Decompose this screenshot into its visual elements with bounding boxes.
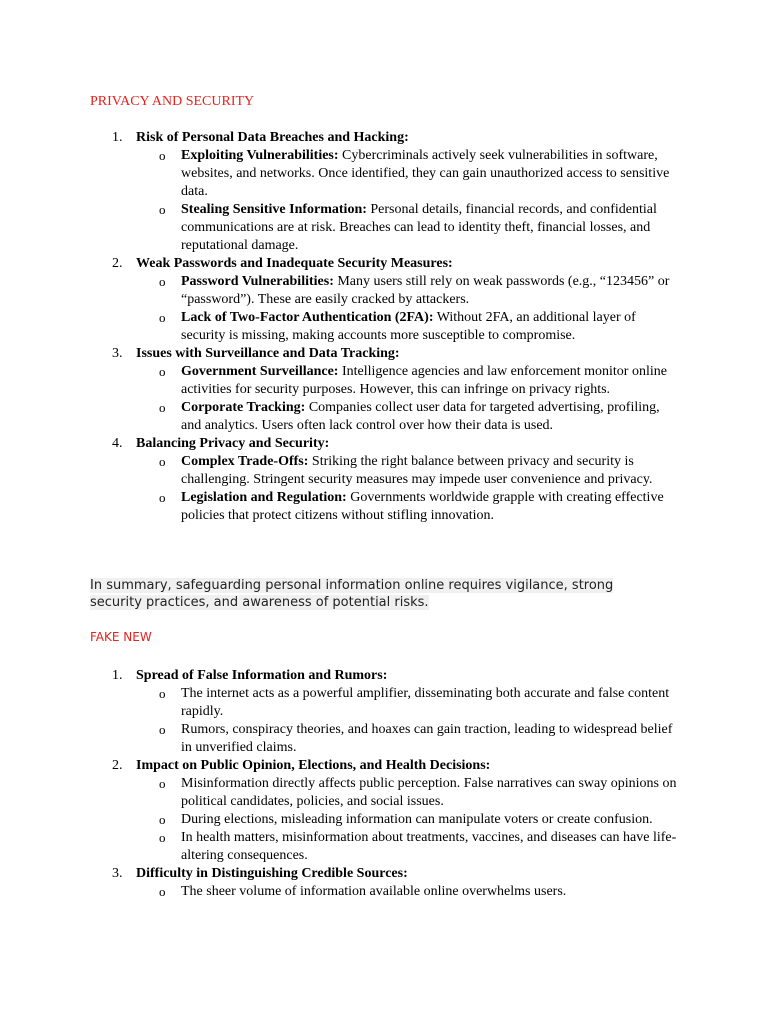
sub-bullet-text (181, 399, 681, 435)
bullet-icon: o (159, 454, 166, 469)
bullet-icon: o (159, 722, 166, 737)
bullet-icon: o (159, 490, 166, 505)
sub-bullet-lead: Stealing Sensitive Information: (181, 202, 367, 217)
sub-bullet-item (0, 721, 768, 757)
sub-bullet-item (0, 685, 768, 721)
sub-bullet-item (0, 363, 768, 399)
list-item-title: Difficulty in Distinguishing Credible Sources: (136, 866, 408, 881)
sub-bullet-text (181, 721, 681, 757)
list-number: 1. (112, 130, 123, 145)
sub-bullet-text (181, 685, 681, 721)
sub-bullet-item (0, 309, 768, 345)
bullet-icon: o (159, 202, 166, 217)
summary-text: In summary, safeguarding personal information online requires vigilance, strong security practices, and awareness of potential risks. (90, 578, 614, 610)
sub-bullet-text (181, 273, 681, 309)
sub-bullet-text (181, 453, 681, 489)
list-number: 2. (112, 256, 123, 271)
bullet-icon: o (159, 400, 166, 415)
sub-bullet-body: In health matters, misinformation about treatments, vaccines, and diseases can have life-altering consequences. (181, 830, 677, 863)
sub-bullet-item (0, 201, 768, 255)
bullet-icon: o (159, 274, 166, 289)
privacy-list (0, 129, 768, 525)
bullet-icon: o (159, 830, 166, 845)
sub-bullet-lead: Lack of Two-Factor Authentication (2FA): (181, 310, 434, 325)
list-item (0, 345, 768, 435)
section-heading-fake-news: FAKE NEW (90, 630, 152, 644)
sub-bullet-body: Without 2FA, an additional layer of security is missing, making accounts more susceptible to compromise. (181, 310, 636, 343)
list-number: 4. (112, 436, 123, 451)
sub-bullet-item (0, 811, 768, 829)
list-number: 3. (112, 346, 123, 361)
bullet-icon: o (159, 776, 166, 791)
sub-bullet-item (0, 453, 768, 489)
list-item-title: Issues with Surveillance and Data Tracking: (136, 346, 400, 361)
sub-bullet-item (0, 147, 768, 201)
sub-bullet-body: Cybercriminals actively seek vulnerabilities in software, websites, and networks. Once identified, they can gain unauthorized access to sensitive data. (181, 148, 670, 199)
list-item (0, 435, 768, 525)
sub-bullet-text (181, 883, 681, 901)
sub-bullet-body: Companies collect user data for targeted advertising, profiling, and analytics. Users often lack control over how their data is used. (181, 400, 660, 433)
bullet-icon: o (159, 686, 166, 701)
list-item (0, 129, 768, 255)
list-item-title: Balancing Privacy and Security: (136, 436, 330, 451)
sub-bullet-lead: Password Vulnerabilities: (181, 274, 334, 289)
list-item (0, 255, 768, 345)
sub-bullet-item (0, 883, 768, 901)
bullet-icon: o (159, 884, 166, 899)
list-number: 2. (112, 758, 123, 773)
sub-bullet-item (0, 273, 768, 309)
sub-bullet-text (181, 309, 681, 345)
sub-bullet-body: The internet acts as a powerful amplifier, disseminating both accurate and false content rapidly. (181, 686, 670, 719)
list-item (0, 667, 768, 757)
fake-news-list (0, 667, 768, 901)
sub-bullet-body: Striking the right balance between privacy and security is challenging. Stringent security measures may impede user convenience and privacy. (181, 454, 653, 487)
sub-bullet-body: The sheer volume of information available online overwhelms users. (181, 884, 567, 899)
sub-bullet-body: Many users still rely on weak passwords (e.g., “123456” or “password”). These are easily cracked by attackers. (181, 274, 670, 307)
sub-bullet-item (0, 489, 768, 525)
sub-bullet-body: During elections, misleading information can manipulate voters or create confusion. (181, 812, 653, 827)
list-item-title: Weak Passwords and Inadequate Security Measures: (136, 256, 453, 271)
list-number: 1. (112, 668, 123, 683)
sub-bullet-body: Governments worldwide grapple with creating effective policies that protect citizens without stifling innovation. (181, 490, 664, 523)
list-item (0, 865, 768, 901)
summary-paragraph (90, 578, 650, 611)
sub-bullet-body: Personal details, financial records, and confidential communications are at risk. Breaches can lead to identity theft, financial losses, and reputational damage. (181, 202, 657, 253)
sub-bullet-text (181, 811, 681, 829)
sub-bullet-lead: Corporate Tracking: (181, 400, 306, 415)
bullet-icon: o (159, 364, 166, 379)
bullet-icon: o (159, 310, 166, 325)
list-item-title: Risk of Personal Data Breaches and Hacking: (136, 130, 409, 145)
section-heading-privacy: PRIVACY AND SECURITY (90, 94, 255, 109)
list-item-title: Spread of False Information and Rumors: (136, 668, 388, 683)
sub-bullet-body: Misinformation directly affects public perception. False narratives can sway opinions on political candidates, policies, and social issues. (181, 776, 677, 809)
sub-bullet-text (181, 489, 681, 525)
sub-bullet-text (181, 829, 681, 865)
sub-bullet-item (0, 829, 768, 865)
sub-bullet-lead: Government Surveillance: (181, 364, 339, 379)
list-item (0, 757, 768, 865)
sub-bullet-lead: Exploiting Vulnerabilities: (181, 148, 339, 163)
sub-bullet-text (181, 201, 681, 255)
bullet-icon: o (159, 812, 166, 827)
sub-bullet-body: Intelligence agencies and law enforcement monitor online activities for security purposes. However, this can infringe on privacy rights. (181, 364, 667, 397)
sub-bullet-lead: Legislation and Regulation: (181, 490, 347, 505)
sub-bullet-lead: Complex Trade-Offs: (181, 454, 309, 469)
sub-bullet-item (0, 399, 768, 435)
sub-bullet-text (181, 775, 681, 811)
list-item-title: Impact on Public Opinion, Elections, and Health Decisions: (136, 758, 491, 773)
sub-bullet-body: Rumors, conspiracy theories, and hoaxes can gain traction, leading to widespread belief in unverified claims. (181, 722, 673, 755)
sub-bullet-item (0, 775, 768, 811)
bullet-icon: o (159, 148, 166, 163)
sub-bullet-text (181, 363, 681, 399)
sub-bullet-text (181, 147, 681, 201)
list-number: 3. (112, 866, 123, 881)
